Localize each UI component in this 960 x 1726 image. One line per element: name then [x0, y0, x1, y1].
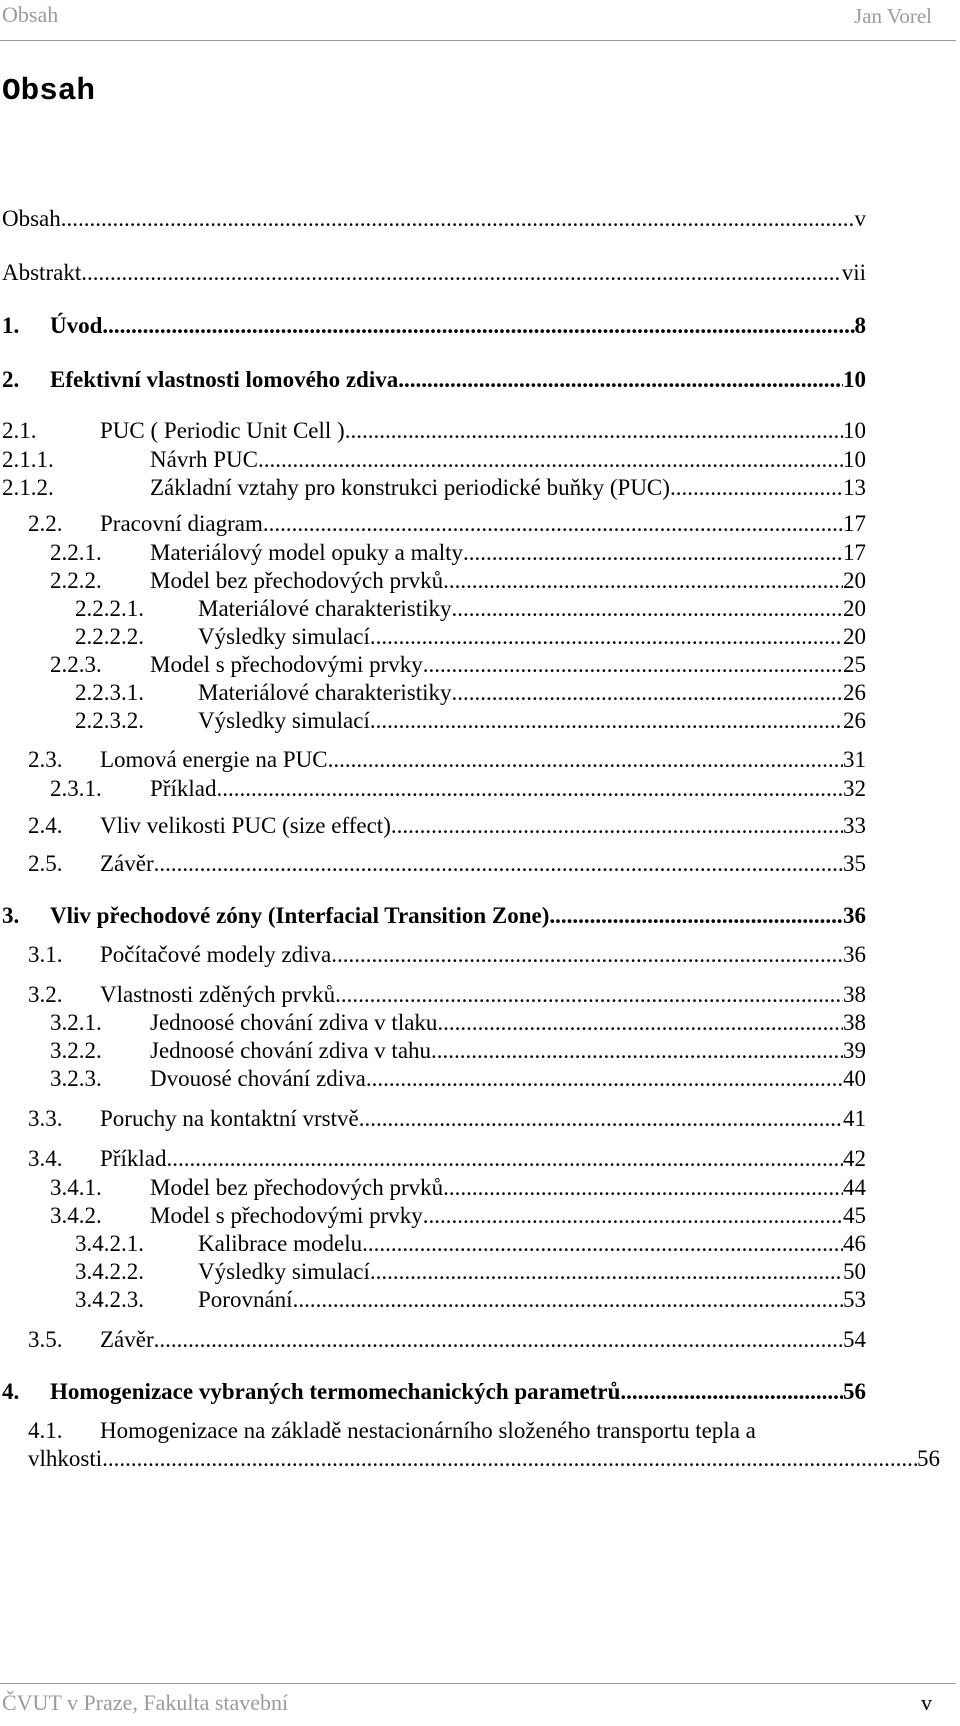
toc-entry-page: 56: [843, 1379, 866, 1404]
toc-entry-text: Jednoosé chování zdiva v tlaku: [150, 1010, 438, 1035]
toc-entry-page: 20: [843, 624, 866, 649]
toc-entry-number: 3.2.3.: [50, 1066, 102, 1091]
toc-entry-number: 3.2.1.: [50, 1010, 102, 1035]
toc-entry-number: 3.4.2.2.: [75, 1259, 144, 1284]
toc-entry-number: 2.1.: [2, 418, 37, 443]
toc-entry-number: 3.5.: [28, 1327, 63, 1352]
toc-entry-number: 2.: [2, 367, 20, 392]
toc-entry[interactable]: [0, 311, 960, 341]
toc-entry-page: 33: [843, 813, 866, 838]
toc-entry-number: 4.1.: [28, 1418, 63, 1443]
toc-entry-page: 40: [843, 1066, 866, 1091]
toc-entry-page: v: [854, 206, 866, 231]
toc-leader-dots: [263, 509, 843, 539]
toc-entry[interactable]: [0, 416, 960, 446]
toc-entry-page: 17: [843, 540, 866, 565]
toc-leader-dots: [335, 980, 843, 1010]
toc-entry[interactable]: [0, 1325, 960, 1355]
toc-entry-text: Pracovní diagram: [100, 511, 263, 536]
toc-entry[interactable]: [0, 473, 960, 503]
toc-leader-dots: [166, 1144, 843, 1174]
toc-entry-number: 3.1.: [28, 942, 63, 967]
toc-entry-text: Výsledky simulací: [198, 1259, 370, 1284]
toc-entry-number: 2.2.2.2.: [75, 624, 144, 649]
toc-leader-dots: [154, 1325, 843, 1355]
toc-leader-dots: [452, 678, 843, 708]
toc-entry-text: Homogenizace na základě nestacionárního složeného transportu tepla a: [100, 1418, 756, 1443]
toc-entry-number: 2.2.3.: [50, 652, 102, 677]
toc-entry-number: 2.4.: [28, 813, 63, 838]
toc-leader-dots: [443, 1173, 843, 1203]
toc-leader-dots: [102, 311, 854, 341]
toc-entry[interactable]: [0, 1144, 960, 1174]
toc-entry[interactable]: [0, 1008, 960, 1038]
toc-entry-number: 2.1.2.: [2, 475, 54, 500]
toc-entry-text: Model bez přechodových prvků: [150, 568, 444, 593]
toc-entry[interactable]: [0, 365, 960, 395]
toc-leader-dots: [216, 774, 843, 804]
toc-entry-text: Kalibrace modelu: [198, 1231, 363, 1256]
toc-leader-dots: [423, 650, 843, 680]
toc-entry-page: 42: [843, 1146, 866, 1171]
toc-entry-continuation[interactable]: [28, 1444, 940, 1474]
toc-leader-dots: [258, 445, 843, 475]
toc-entry[interactable]: [0, 1257, 960, 1287]
toc-entry-text: Vlastnosti zděných prvků: [100, 982, 336, 1007]
toc-leader-dots: [620, 1377, 843, 1407]
toc-entry[interactable]: [0, 509, 960, 539]
toc-entry[interactable]: [0, 566, 960, 596]
toc-entry-text: Obsah: [2, 206, 61, 231]
toc-entry-text: Jednoosé chování zdiva v tahu: [150, 1038, 432, 1063]
toc-leader-dots: [452, 594, 843, 624]
toc-leader-dots: [293, 1285, 843, 1315]
toc-entry-text: Závěr: [100, 1327, 154, 1352]
toc-leader-dots: [398, 365, 843, 395]
toc-entry[interactable]: [0, 774, 960, 804]
toc-entry-text: Poruchy na kontaktní vrstvě: [100, 1106, 359, 1131]
toc-entry[interactable]: [0, 1377, 960, 1407]
toc-entry-number: 2.5.: [28, 851, 63, 876]
footer-page-number: v: [921, 1690, 932, 1715]
toc-entry-page: 26: [843, 680, 866, 705]
toc-entry-text: Příklad: [100, 1146, 167, 1171]
toc-entry-text: PUC ( Periodic Unit Cell ): [100, 418, 345, 443]
toc-entry-page: 36: [843, 942, 866, 967]
toc-entry-page: 17: [843, 511, 866, 536]
toc-entry-number: 3.4.2.: [50, 1203, 102, 1228]
toc-entry-number: 2.3.1.: [50, 776, 102, 801]
toc-entry[interactable]: [0, 940, 960, 970]
footer-rule: [0, 1683, 956, 1684]
toc-entry[interactable]: [0, 1036, 960, 1066]
toc-entry-text: Abstrakt: [2, 260, 82, 285]
toc-entry-number: 3.: [2, 903, 20, 928]
toc-leader-dots: [154, 849, 843, 879]
toc-entry-number: 2.2.2.1.: [75, 596, 144, 621]
toc-entry-page: 38: [843, 1010, 866, 1035]
toc-leader-dots: [370, 706, 843, 736]
toc-entry-page: vii: [841, 260, 866, 285]
toc-entry-page: 54: [843, 1327, 866, 1352]
toc-entry[interactable]: [0, 1173, 960, 1203]
toc-leader-dots: [549, 901, 843, 931]
toc-entry-text: Porovnání: [198, 1287, 293, 1312]
toc-entry-number: 3.4.: [28, 1146, 63, 1171]
toc-leader-dots: [359, 1104, 843, 1134]
toc-entry-text: Vliv přechodové zóny (Interfacial Transition Zone): [50, 903, 550, 928]
toc-entry[interactable]: [0, 811, 960, 841]
toc-leader-dots: [345, 416, 843, 446]
toc-entry-page: 38: [843, 982, 866, 1007]
toc-entry-text: Návrh PUC: [150, 447, 258, 472]
toc-leader-dots: [61, 204, 855, 234]
toc-entry-page: 13: [843, 475, 866, 500]
toc-entry[interactable]: [0, 1416, 960, 1446]
toc-leader-dots: [362, 1229, 843, 1259]
toc-entry-text: Materiálový model opuky a malty: [150, 540, 463, 565]
page-title: Obsah: [2, 74, 96, 109]
toc-entry-text: Model s přechodovými prvky: [150, 1203, 423, 1228]
toc-entry-page: 25: [843, 652, 866, 677]
toc-entry-number: 2.1.1.: [2, 447, 54, 472]
toc-entry[interactable]: [0, 1104, 960, 1134]
toc-entry[interactable]: [0, 745, 960, 775]
toc-entry-page: 44: [843, 1175, 866, 1200]
toc-entry-text: Závěr: [100, 851, 154, 876]
toc-entry-text: Model s přechodovými prvky: [150, 652, 423, 677]
toc-entry-number: 3.2.2.: [50, 1038, 102, 1063]
toc-entry-page: 10: [843, 447, 866, 472]
toc-entry-number: 3.4.2.1.: [75, 1231, 144, 1256]
toc-entry-text: Efektivní vlastnosti lomového zdiva: [50, 367, 399, 392]
toc-entry-number: 2.2.: [28, 511, 63, 536]
toc-entry[interactable]: [0, 538, 960, 568]
toc-entry-text: Materiálové charakteristiky: [198, 680, 452, 705]
header-section-title: Obsah: [2, 2, 59, 27]
toc-entry-page: 41: [843, 1106, 866, 1131]
toc-entry-text: Výsledky simulací: [198, 708, 370, 733]
toc-entry-page: 39: [843, 1038, 866, 1063]
toc-entry-number: 2.2.3.1.: [75, 680, 144, 705]
toc-entry-page: 20: [843, 596, 866, 621]
toc-entry-page: 26: [843, 708, 866, 733]
toc-entry-number: 4.: [2, 1379, 20, 1404]
toc-leader-dots: [328, 745, 843, 775]
footer-institution: ČVUT v Praze, Fakulta stavební: [2, 1690, 289, 1715]
toc-leader-dots: [366, 1064, 843, 1094]
toc-entry-text: Výsledky simulací: [198, 624, 370, 649]
toc-entry-page: 31: [843, 747, 866, 772]
toc-entry-page: 56: [917, 1446, 940, 1471]
toc-entry[interactable]: [0, 1064, 960, 1094]
toc-entry[interactable]: [0, 1201, 960, 1231]
toc-leader-dots: [102, 1444, 917, 1474]
toc-entry-page: 36: [843, 903, 866, 928]
toc-leader-dots: [370, 622, 843, 652]
toc-entry-page: 35: [843, 851, 866, 876]
toc-entry[interactable]: [0, 706, 960, 736]
toc-leader-dots: [391, 811, 843, 841]
toc-entry[interactable]: [0, 204, 960, 234]
toc-entry-number: 1.: [2, 313, 20, 338]
toc-entry-page: 8: [854, 313, 866, 338]
toc-entry-text: Model bez přechodových prvků: [150, 1175, 444, 1200]
toc-entry-number: 3.2.: [28, 982, 63, 1007]
toc-leader-dots: [443, 566, 843, 596]
toc-leader-dots: [331, 940, 843, 970]
toc-entry[interactable]: [0, 678, 960, 708]
toc-entry-text: Lomová energie na PUC: [100, 747, 328, 772]
header-author: Jan Vorel: [854, 4, 932, 28]
toc-entry-text: Homogenizace vybraných termomechanických parametrů: [50, 1379, 621, 1404]
toc-entry[interactable]: [0, 901, 960, 931]
toc-entry-text: Materiálové charakteristiky: [198, 596, 452, 621]
toc-entry-page: 45: [843, 1203, 866, 1228]
toc-entry-text: Základní vztahy pro konstrukci periodické buňky (PUC): [150, 475, 670, 500]
toc-entry[interactable]: [0, 445, 960, 475]
toc-entry-page: 53: [843, 1287, 866, 1312]
toc-entry[interactable]: [0, 980, 960, 1010]
toc-entry-number: 2.3.: [28, 747, 63, 772]
toc-entry-text: Úvod: [50, 313, 103, 338]
toc-entry[interactable]: [0, 650, 960, 680]
toc-entry[interactable]: [0, 1229, 960, 1259]
toc-entry-text: Počítačové modely zdiva: [100, 942, 332, 967]
toc-leader-dots: [370, 1257, 843, 1287]
toc-entry[interactable]: [0, 1285, 960, 1315]
toc-entry-text: Příklad: [150, 776, 217, 801]
toc-entry-page: 10: [843, 418, 866, 443]
toc-leader-dots: [81, 258, 842, 288]
toc-entry-number: 3.3.: [28, 1106, 63, 1131]
toc-entry[interactable]: [0, 622, 960, 652]
toc-entry-number: 3.4.2.3.: [75, 1287, 144, 1312]
toc-entry-page: 46: [843, 1231, 866, 1256]
toc-entry-page: 50: [843, 1259, 866, 1284]
toc-leader-dots: [670, 473, 843, 503]
toc-entry-text: vlhkosti: [28, 1446, 103, 1471]
toc-entry-number: 3.4.1.: [50, 1175, 102, 1200]
toc-leader-dots: [431, 1036, 843, 1066]
toc-entry-page: 32: [843, 776, 866, 801]
toc-leader-dots: [463, 538, 843, 568]
toc-entry-number: 2.2.3.2.: [75, 708, 144, 733]
toc-entry[interactable]: [0, 258, 960, 288]
toc-entry-number: 2.2.1.: [50, 540, 102, 565]
toc-leader-dots: [423, 1201, 843, 1231]
toc-leader-dots: [437, 1008, 843, 1038]
toc-entry-number: 2.2.2.: [50, 568, 102, 593]
toc-entry-page: 20: [843, 568, 866, 593]
toc-entry-text: Dvouosé chování zdiva: [150, 1066, 366, 1091]
toc-entry-text: Vliv velikosti PUC (size effect): [100, 813, 391, 838]
toc-entry[interactable]: [0, 849, 960, 879]
toc-entry-page: 10: [843, 367, 866, 392]
toc-entry[interactable]: [0, 594, 960, 624]
